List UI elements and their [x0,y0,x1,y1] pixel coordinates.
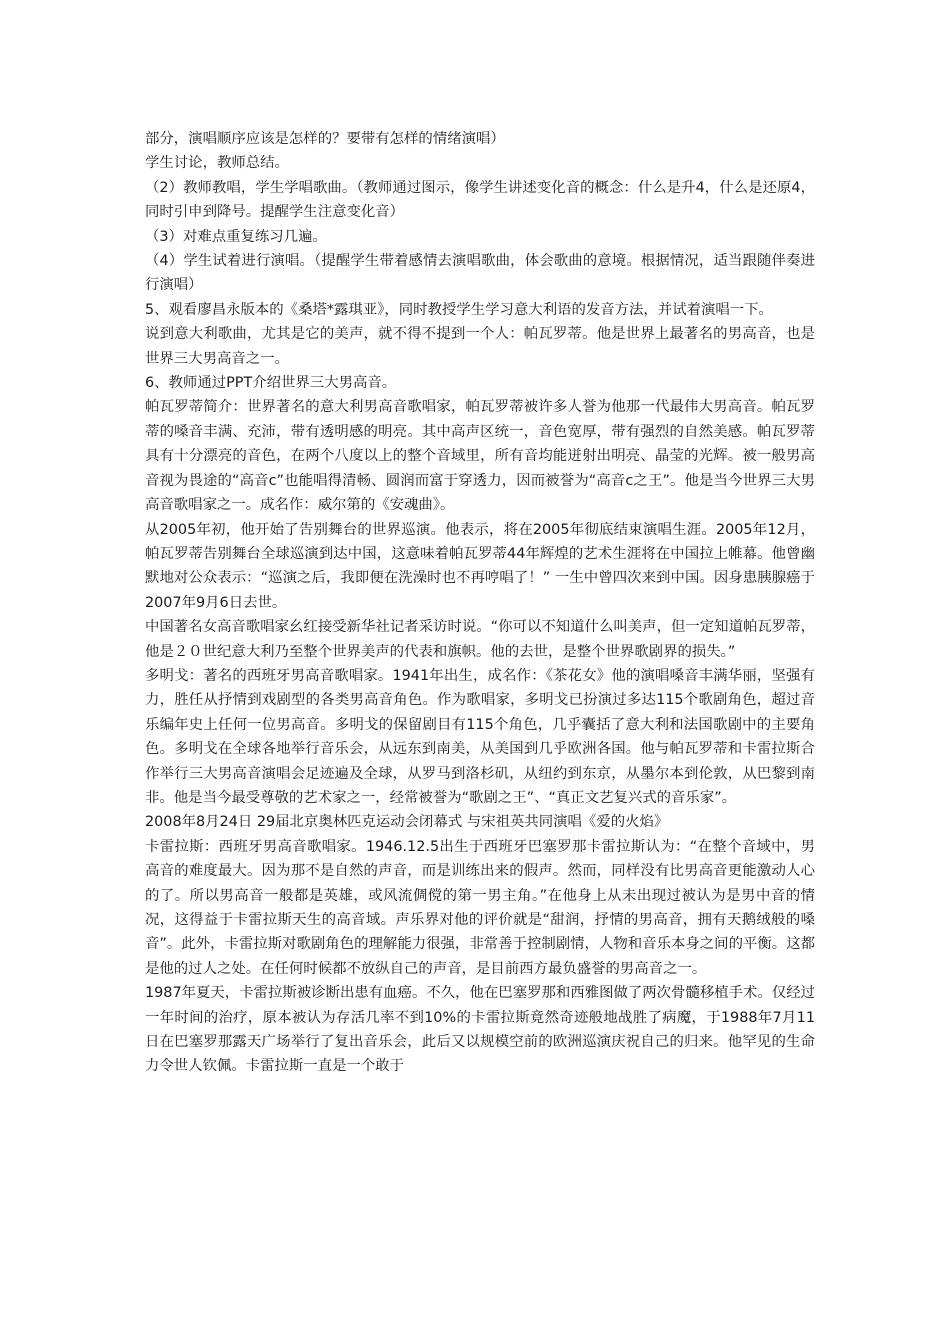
paragraph: 卡雷拉斯：西班牙男高音歌唱家。1946.12.5出生于西班牙巴塞罗那卡雷拉斯认为：“在整个音域中，男高音的难度最大。因为那不是自然的声音，而是训练出来的假声。然而，同样没有比男高音更能激动人心的了。所以男高音一般都是英雄，或风流倜傥的第一男主角。”在他身上从未出现过被认为是男中音的情况，这得益于卡雷拉斯天生的高音域。声乐界对他的评价就是“甜润，抒情的男高音，拥有天鹅绒般的嗓音”。此外，卡雷拉斯对歌剧角色的理解能力很强，非常善于控制剧情，人物和音乐本身之间的平衡。这都是他的过人之处。在任何时候都不放纵自己的声音，是目前西方最负盛誉的男高音之一。 [145,838,815,977]
paragraph: （3）对难点重复练习几遍。 [145,228,327,245]
paragraph: （4）学生试着进行演唱。（提醒学生带着感情去演唱歌曲，体会歌曲的意境。根据情况，适当跟随伴奏进行演唱） [145,253,815,294]
paragraph: 从2005年初，他开始了告别舞台的世界巡演。他表示，将在2005年彻底结束演唱生涯。2005年12月，帕瓦罗蒂告别舞台全球巡演到达中国，这意味着帕瓦罗蒂44年辉煌的艺术生涯将在中国拉上帷幕。他曾幽默地对公众表示：“巡演之后，我即便在洗澡时也不再哼唱了！” 一生中曾四次来到中国。因身患胰腺癌于2007年9月6日去世。 [145,521,815,611]
paragraph: 说到意大利歌曲，尤其是它的美声，就不得不提到一个人：帕瓦罗蒂。他是世界上最著名的男高音，也是世界三大男高音之一。 [145,326,815,367]
paragraph: 1987年夏天，卡雷拉斯被诊断出患有血癌。不久，他在巴塞罗那和西雅图做了两次骨髓移植手术。仅经过一年时间的治疗，原本被认为存活几率不到10%的卡雷拉斯竟然奇迹般地战胜了病魔，于1988年7月11日在巴塞罗那露天广场举行了复出音乐会，此后又以规模空前的欧洲巡演庆祝自己的归来。他罕见的生命力令世人钦佩。卡雷拉斯一直是一个敢于 [145,985,815,1075]
document-body [145,127,815,1079]
paragraph: 部分，演唱顺序应该是怎样的？要带有怎样的情绪演唱） [145,131,505,147]
paragraph: 6、教师通过PPT介绍世界三大男高音。 [145,375,397,392]
paragraph: 中国著名女高音歌唱家幺红接受新华社记者采访时说。“你可以不知道什么叫美声，但一定知道帕瓦罗蒂，他是２０世纪意大利乃至整个世界美声的代表和旗帜。他的去世，是整个世界歌剧界的损失。” [145,619,815,660]
paragraph: 学生讨论，教师总结。 [145,155,289,172]
paragraph: 帕瓦罗蒂简介：世界著名的意大利男高音歌唱家，帕瓦罗蒂被许多人誉为他那一代最伟大男高音。帕瓦罗蒂的嗓音丰满、充沛，带有透明感的明亮。其中高声区统一，音色宽厚，带有强烈的自然美感。帕瓦罗蒂具有十分漂亮的音色，在两个八度以上的整个音域里，所有音均能迸射出明亮、晶莹的光辉。被一般男高音视为畏途的“高音c”也能唱得清畅、圆润而富于穿透力，因而被誉为“高音c之王”。他是当今世界三大男高音歌唱家之一。成名作：威尔第的《安魂曲》。 [145,399,815,514]
paragraph: 多明戈：著名的西班牙男高音歌唱家。1941年出生，成名作：《茶花女》他的演唱嗓音丰满华丽，坚强有力，胜任从抒情到戏剧型的各类男高音角色。作为歌唱家，多明戈已扮演过多达115个歌剧角色，超过音乐编年史上任何一位男高音。多明戈的保留剧目有115个角色，几乎囊括了意大利和法国歌剧中的主要角色。多明戈在全球各地举行音乐会，从远东到南美，从美国到几乎欧洲各国。他与帕瓦罗蒂和卡雷拉斯合作举行三大男高音演唱会足迹遍及全球，从罗马到洛杉矶，从纽约到东京，从墨尔本到伦敦，从巴黎到南非。他是当今最受尊敬的艺术家之一，经常被誉为“歌剧之王”、“真正文艺复兴式的音乐家”。 [145,667,815,806]
paragraph: 5、观看廖昌永版本的《桑塔*露琪亚》，同时教授学生学习意大利语的发音方法，并试着演唱一下。 [145,301,773,318]
paragraph: （2）教师教唱，学生学唱歌曲。（教师通过图示，像学生讲述变化音的概念：什么是升4，什么是还原4，同时引申到降号。提醒学生注意变化音） [145,179,815,221]
paragraph: 2008年8月24日 29届北京奥林匹克运动会闭幕式 与宋祖英共同演唱《爱的火焰》 [145,814,669,831]
